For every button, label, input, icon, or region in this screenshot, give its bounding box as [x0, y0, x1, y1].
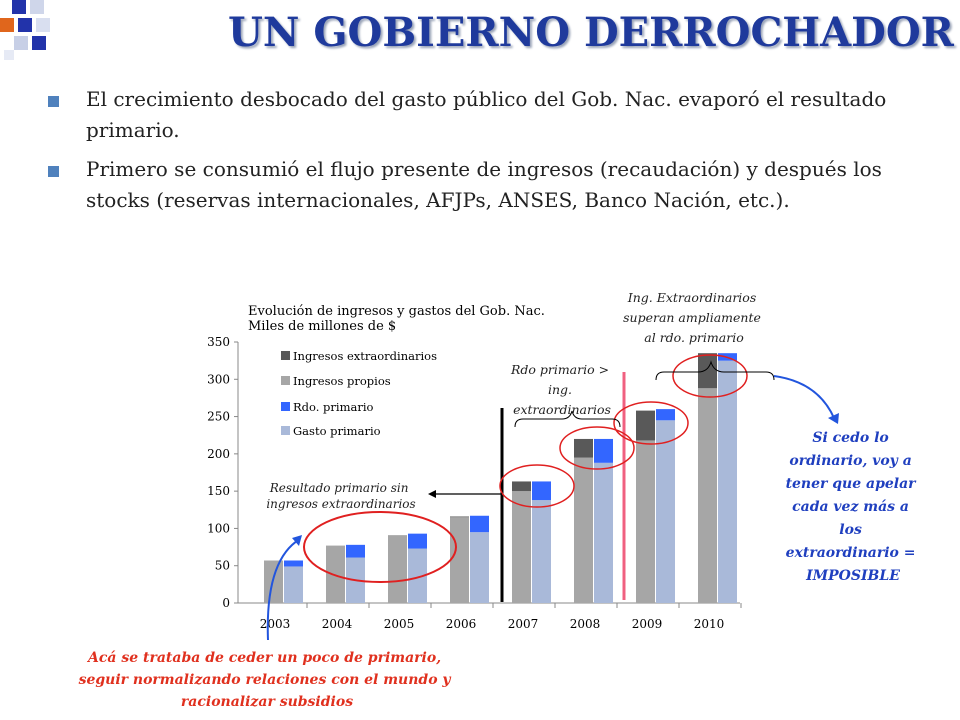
annotation-rdo-sin-extra: Resultado primario sin ingresos extraordinarios [266, 481, 416, 511]
legend [281, 349, 437, 438]
legend-swatch-ingresos-extraordinarios [281, 351, 290, 360]
bar-ingresos-propios [326, 546, 345, 603]
bar-ingresos-extraordinarios [698, 353, 717, 388]
annotation-rdo-mayor: Rdo primario > ing. extraordinarios [510, 362, 611, 417]
bar-rdo-primario [408, 534, 427, 549]
legend-label: Gasto primario [293, 424, 381, 438]
x-tick-label: 2006 [445, 617, 477, 631]
y-tick-label: 50 [214, 558, 230, 573]
bar-gasto-primario [656, 420, 675, 603]
bar-ingresos-propios [574, 458, 593, 603]
bar-gasto-primario [470, 532, 489, 603]
legend-swatch-ingresos-propios [281, 376, 290, 385]
bar-gasto-primario [284, 566, 303, 603]
annotation-right-note: Si cedo lo ordinario, voy a tener que apelar cada vez más a los extraordinario = IMPOSIBLE [785, 430, 916, 584]
bar-ingresos-propios [698, 388, 717, 603]
arrow-right-note [774, 376, 834, 418]
bar-ingresos-extraordinarios [574, 439, 593, 458]
x-tick-label: 2003 [259, 617, 291, 631]
legend-swatch-rdo-primario [281, 402, 290, 411]
y-tick-label: 200 [207, 446, 230, 461]
bar-ingresos-propios [388, 535, 407, 603]
x-tick-label: 2009 [631, 617, 663, 631]
x-tick-label: 2008 [569, 617, 601, 631]
legend-label: Ingresos extraordinarios [293, 349, 437, 363]
x-tick-label: 2007 [507, 617, 539, 631]
legend-swatch-gasto-primario [281, 426, 290, 435]
y-tick-label: 150 [207, 484, 230, 499]
legend-label: Ingresos propios [293, 374, 391, 388]
slide-title: UN GOBIERNO DERROCHADOR [228, 9, 954, 56]
bar-rdo-primario [656, 409, 675, 420]
x-tick-label: 2005 [383, 617, 415, 631]
y-ticks [207, 335, 238, 610]
bullet-text: El crecimiento desbocado del gasto público del Gob. Nac. evaporó el resultado primario. [86, 87, 887, 142]
y-tick-label: 350 [207, 335, 230, 349]
annotation-bottom-note: Acá se trataba de ceder un poco de primario, seguir normalizando relaciones con el mundo y racionalizar subsidios [78, 650, 451, 710]
bullet-text: Primero se consumió el flujo presente de ingresos (recaudación) y después los stocks (reservas internacionales, AFJPs, ANSES, Banco Nación, etc.). [86, 157, 882, 212]
bar-gasto-primario [532, 500, 551, 603]
bar-rdo-primario [532, 481, 551, 500]
bar-rdo-primario [346, 545, 365, 558]
legend-label: Rdo. primario [293, 400, 374, 414]
chart-title: Evolución de ingresos y gastos del Gob. Nac. [248, 304, 545, 319]
annotation-ing-extra: Ing. Extraordinarios superan ampliamente al rdo. primario [623, 290, 761, 345]
bar-ingresos-propios [450, 517, 469, 603]
x-tick-label: 2004 [321, 617, 353, 631]
bar-ingresos-extraordinarios [512, 481, 531, 491]
x-tick-label: 2010 [693, 617, 725, 631]
bar-rdo-primario [594, 439, 613, 463]
y-tick-label: 100 [207, 521, 230, 536]
bar-ingresos-propios [636, 440, 655, 603]
bar-gasto-primario [718, 361, 737, 603]
y-tick-label: 0 [222, 596, 230, 610]
bar-ingresos-extraordinarios [636, 411, 655, 441]
arrowhead-rdo-sin-extra [428, 490, 436, 498]
y-tick-label: 300 [207, 372, 230, 387]
x-labels [260, 603, 741, 631]
y-tick-label: 250 [207, 409, 230, 424]
bar-ingresos-propios [512, 491, 531, 603]
bar-rdo-primario [284, 560, 303, 566]
chart-subtitle: Miles de millones de $ [248, 319, 397, 334]
bar-rdo-primario [470, 516, 489, 532]
bar-ingresos-extraordinarios [450, 516, 469, 517]
bar-gasto-primario [594, 463, 613, 603]
